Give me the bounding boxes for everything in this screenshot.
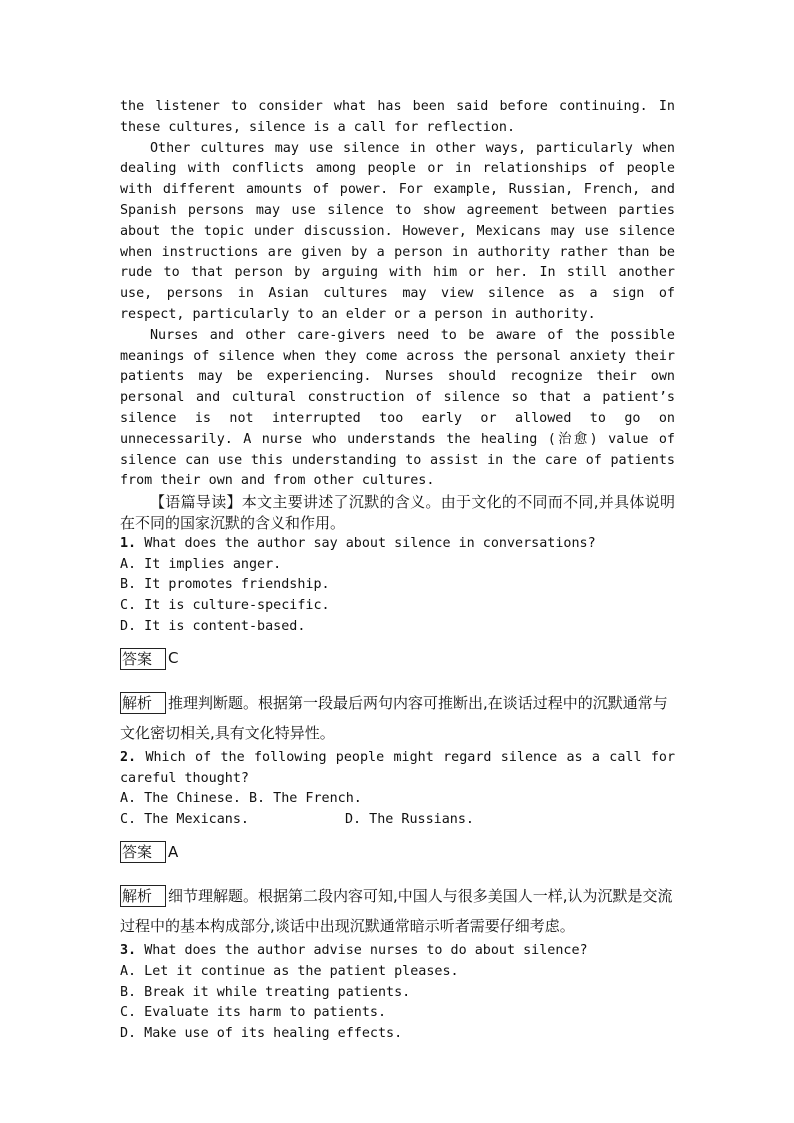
question-1-explanation-text: 推理判断题。根据第一段最后两句内容可推断出,在谈话过程中的沉默通常与文化密切相关,具有文化特异性。 (120, 693, 668, 742)
question-3-option-c: C. Evaluate its harm to patients. (120, 1005, 387, 1021)
reading-guide: 【语篇导读】本文主要讲述了沉默的含义。由于文化的不同而不同,并具体说明在不同的国家沉默的含义和作用。 (120, 493, 675, 532)
question-1-option-c: C. It is culture-specific. (120, 598, 330, 614)
question-2 (120, 748, 675, 941)
question-1-number: 1. (120, 535, 137, 551)
question-3-number: 3. (120, 942, 137, 958)
passage-paragraph-1-tail: the listener to consider what has been said before continuing. In these cultures, silence is a call for reflection. (120, 99, 675, 135)
question-1-option-a: A. It implies anger. (120, 556, 282, 572)
question-1-explanation (120, 688, 675, 748)
question-2-answer-value: A (168, 842, 179, 861)
question-3-stem (120, 941, 675, 962)
question-2-option-a: A. The Chinese. (120, 791, 241, 807)
passage-paragraph-3: Nurses and other care-givers need to be aware of the possible meanings of silence when they come across the personal anxiety their patients may be experiencing. Nurses should recognize their own personal and cultural construction of silence so that a patient’s silence is not interrupted too early or allowed to go on unnecessarily. A nurse who understands the healing (治愈) value of silence can use this understanding to assist in the care of patients from their own and from other cultures. (120, 327, 675, 489)
question-1-answer-value: C (168, 649, 179, 668)
question-2-option-d: D. The Russians. (345, 812, 474, 828)
question-1-option-b: B. It promotes friendship. (120, 577, 330, 593)
answer-label: 答案 (120, 841, 166, 863)
document-page (120, 97, 675, 1045)
question-3 (120, 941, 675, 1045)
question-2-options-row-1 (120, 789, 675, 810)
question-2-number: 2. (120, 749, 137, 765)
question-2-explanation-text: 细节理解题。根据第二段内容可知,中国人与很多美国人一样,认为沉默是交流过程中的基本构成部分,谈话中出现沉默通常暗示听者需要仔细考虑。 (120, 886, 673, 935)
question-2-options-row-2 (120, 810, 675, 831)
question-1 (120, 534, 675, 748)
question-1-text: What does the author say about silence in conversations? (144, 535, 596, 551)
passage-paragraph-2: Other cultures may use silence in other ways, particularly when dealing with conflicts among people or in relationships of people with different amounts of power. For example, Russian, French, and Spanish persons may use silence to show agreement between parties about the topic under discussion. However, Mexicans may use silence when instructions are given by a person in authority rather than be rude to that person by arguing with him or her. In still another use, persons in Asian cultures may view silence as a sign of respect, particularly to an elder or a person in authority. (120, 140, 675, 322)
question-2-option-c: C. The Mexicans. (120, 812, 249, 828)
question-3-option-d: D. Make use of its healing effects. (120, 1026, 403, 1042)
question-2-text: Which of the following people might regard silence as a call for careful thought? (120, 749, 676, 786)
explanation-label: 解析 (120, 885, 166, 907)
question-2-explanation (120, 881, 675, 941)
question-1-answer (120, 648, 675, 670)
question-3-option-b: B. Break it while treating patients. (120, 984, 411, 1000)
answer-label: 答案 (120, 648, 166, 670)
question-1-option-d: D. It is content-based. (120, 618, 306, 634)
question-2-answer (120, 841, 675, 863)
explanation-label: 解析 (120, 692, 166, 714)
question-2-stem (120, 748, 675, 790)
question-1-stem (120, 534, 675, 555)
question-3-text: What does the author advise nurses to do about silence? (144, 942, 588, 958)
question-2-option-b: B. The French. (249, 791, 362, 807)
question-3-option-a: A. Let it continue as the patient pleases. (120, 963, 459, 979)
